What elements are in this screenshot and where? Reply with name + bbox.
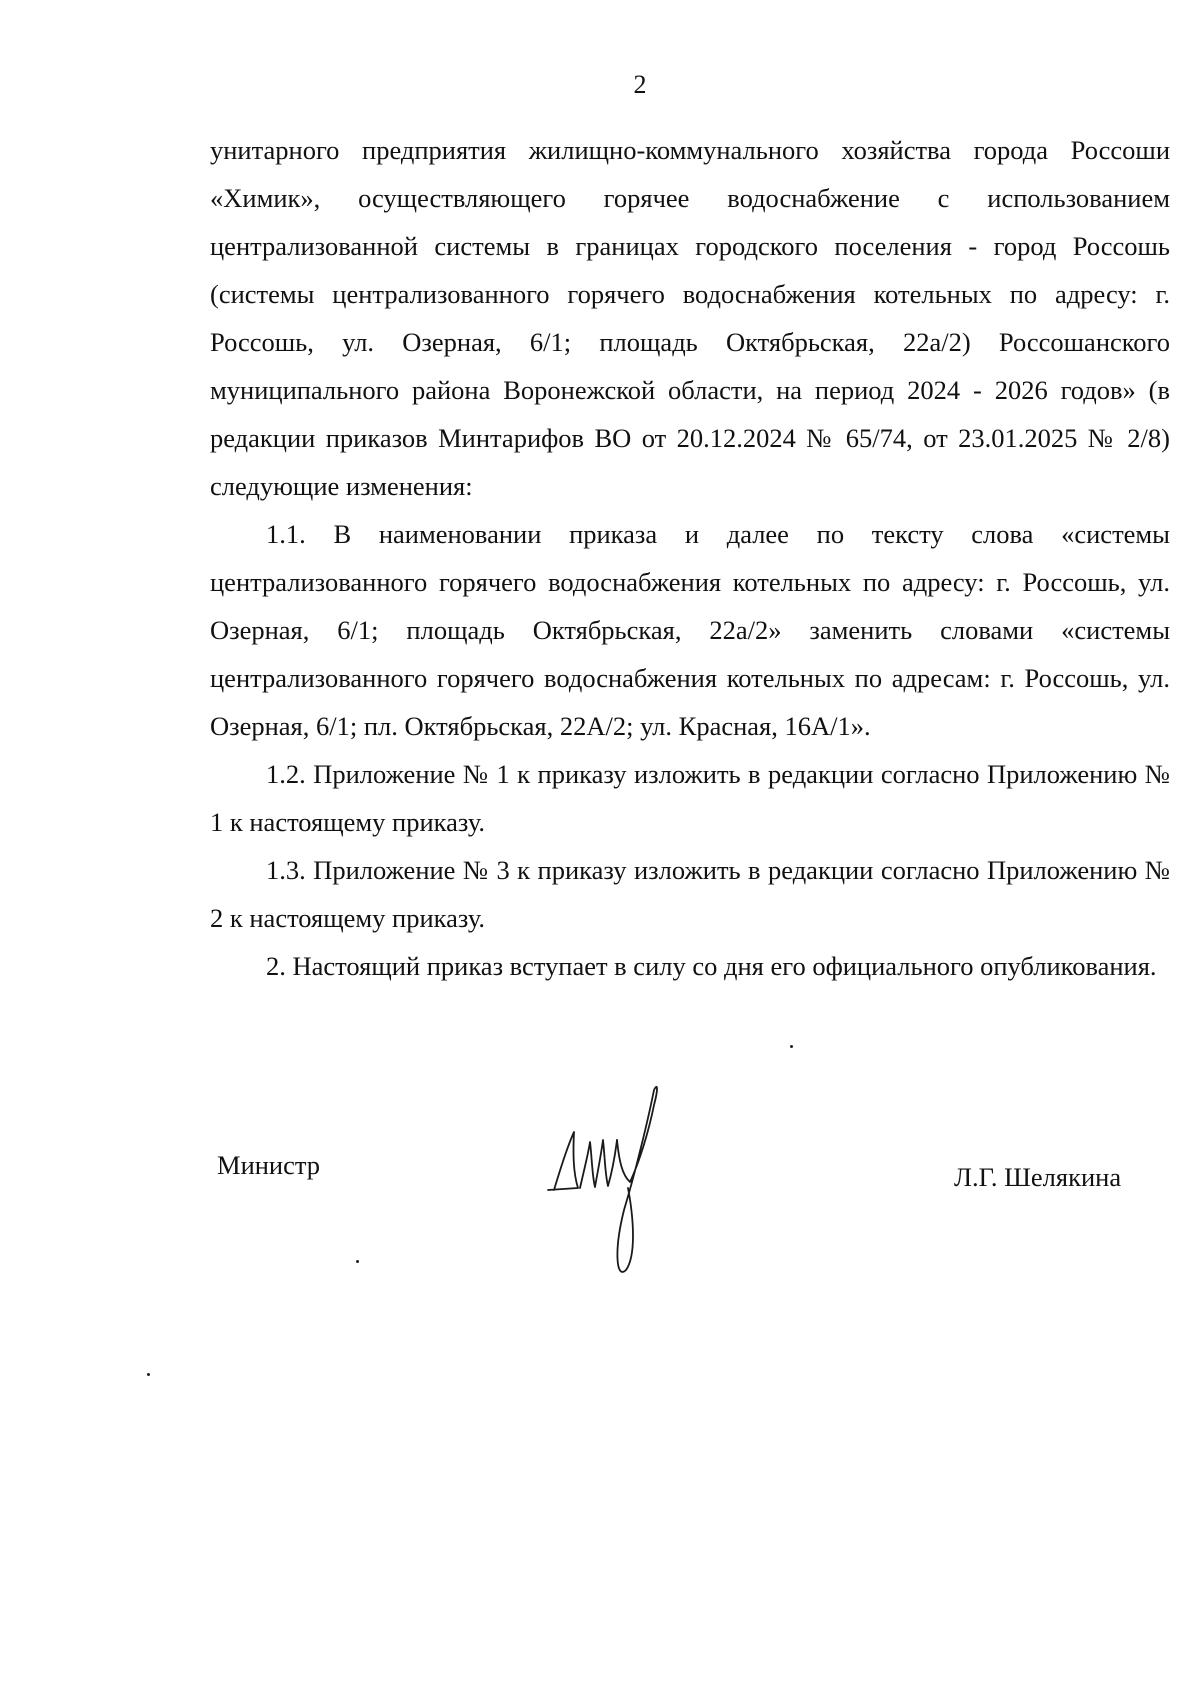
document-body [210,126,1170,990]
intro-paragraph: унитарного предприятия жилищно-коммунального хозяйства города Россоши «Химик», осуществляющего горячее водоснабжение с использованием централизованной системы в границах городского поселения - город Россошь (системы централизованного горячего водоснабжения котельных по адресу: г. Россошь, ул. Озерная, 6/1; площадь Октябрьская, 22а/2) Россошанского муниципального района Воронежской области, на период 2024 - 2026 годов» (в редакции приказов Минтарифов ВО от 20.12.2024 № 65/74, от 23.01.2025 № 2/8) следующие изменения: [210,135,1170,501]
signature-block [0,1060,1200,1300]
clause-2: 2. Настоящий приказ вступает в силу со дня его официального опубликования. [266,951,1157,981]
scan-speck [790,1045,793,1048]
signatory-name: Л.Г. Шелякина [954,1162,1122,1192]
scan-speck [356,1260,359,1263]
signatory-title: Министр [217,1150,321,1180]
clause-1-1: 1.1. В наименовании приказа и далее по тексту слова «системы централизованного горячего водоснабжения котельных по адресу: г. Россошь, ул. Озерная, 6/1; площадь Октябрьская, 22а/2» заменить словами «системы централизованного горячего водоснабжения котельных по адресам: г. Россошь, ул. Озерная, 6/1; пл. Октябрьская, 22А/2; ул. Красная, 16А/1». [210,519,1170,741]
handwritten-signature [540,1060,690,1300]
page-number: 2 [633,70,647,99]
scan-speck [147,1373,150,1376]
clause-1-2: 1.2. Приложение № 1 к приказу изложить в редакции согласно Приложению № 1 к настоящему приказу. [210,759,1170,837]
clause-1-3: 1.3. Приложение № 3 к приказу изложить в редакции согласно Приложению № 2 к настоящему приказу. [210,855,1170,933]
